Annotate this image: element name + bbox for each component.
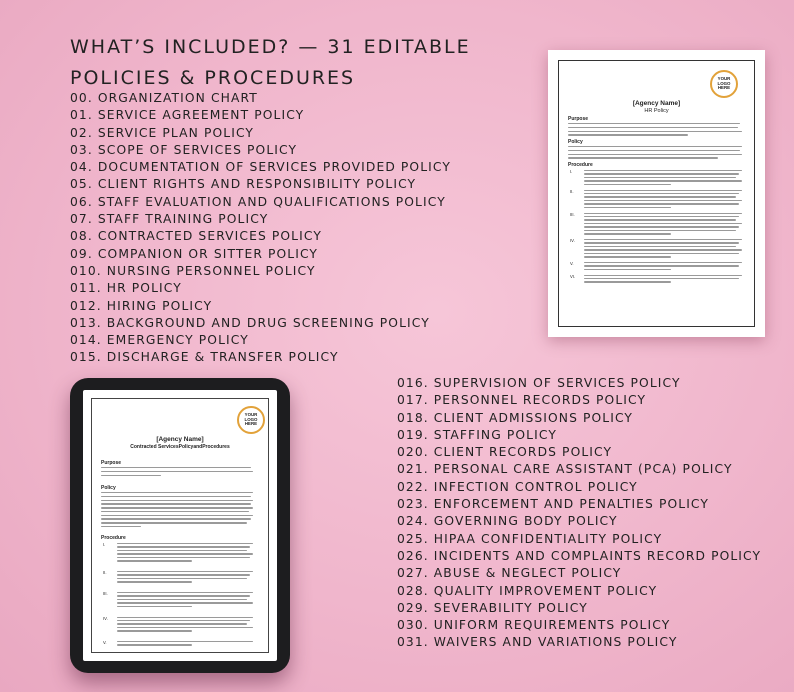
policy-item: 027. ABUSE & NEGLECT POLICY: [397, 566, 622, 581]
policy-item: 09. COMPANION OR SITTER POLICY: [70, 246, 319, 261]
document-agency-name: [Agency Name]: [632, 100, 681, 107]
logo-word-2: LOGO: [244, 416, 258, 422]
document-subtitle: Contracted ServicesPolicyandProcedures: [130, 444, 230, 450]
policy-item: 04. DOCUMENTATION OF SERVICES PROVIDED POLICY: [70, 160, 451, 175]
procedure-numeral: V.: [103, 640, 107, 645]
policy-item: 02. SERVICE PLAN POLICY: [70, 125, 255, 140]
policy-item: 03. SCOPE OF SERVICES POLICY: [70, 142, 298, 157]
purpose-heading: Purpose: [568, 116, 589, 122]
policy-text-lines: [568, 146, 742, 159]
policy-item: 017. PERSONNEL RECORDS POLICY: [397, 393, 647, 408]
procedure-numeral: V.: [570, 261, 574, 266]
policy-item: 021. PERSONAL CARE ASSISTANT (PCA) POLICY: [397, 462, 733, 477]
procedure-text-lines: [117, 641, 253, 648]
headline-line-2: POLICIES & PROCEDURES: [70, 67, 356, 89]
policy-item: 024. GOVERNING BODY POLICY: [397, 514, 618, 529]
logo-word-1: YOUR: [717, 76, 731, 82]
policy-text-lines: [101, 492, 253, 527]
policy-item: 00. ORGANIZATION CHART: [70, 91, 258, 105]
procedure-text-lines: [117, 592, 253, 609]
tablet-screen: [83, 390, 277, 661]
hr-policy-document-preview: [548, 50, 765, 337]
policy-item: 031. WAIVERS AND VARIATIONS POLICY: [397, 635, 678, 650]
policy-heading: Policy: [101, 485, 116, 491]
document-agency-name: [Agency Name]: [156, 436, 204, 443]
logo-word-2: LOGO: [717, 80, 731, 86]
policy-item: 05. CLIENT RIGHTS AND RESPONSIBILITY POLICY: [70, 177, 417, 192]
procedure-numeral: IV.: [103, 615, 108, 621]
procedure-text-lines: [584, 262, 742, 272]
policy-item: 026. INCIDENTS AND COMPLAINTS RECORD POLICY: [397, 548, 762, 563]
logo-placeholder-icon: [710, 70, 738, 98]
procedure-text-lines: [584, 190, 742, 211]
policy-list-left: [70, 90, 451, 367]
policy-item: 011. HR POLICY: [70, 281, 182, 296]
purpose-text-lines: [101, 467, 253, 476]
policy-item: 016. SUPERVISION OF SERVICES POLICY: [397, 376, 681, 390]
procedure-numeral: II.: [103, 570, 107, 575]
policy-item: 014. EMERGENCY POLICY: [70, 333, 249, 348]
procedure-text-lines: [584, 239, 742, 260]
tablet-device: [70, 378, 290, 673]
logo-word-3: HERE: [244, 421, 258, 427]
purpose-text-lines: [568, 123, 742, 136]
policy-item: 029. SEVERABILITY POLICY: [397, 600, 588, 615]
policy-item: 019. STAFFING POLICY: [397, 427, 557, 442]
policy-item: 06. STAFF EVALUATION AND QUALIFICATIONS POLICY: [70, 194, 446, 209]
procedure-text-lines: [584, 170, 742, 187]
headline: [70, 32, 490, 94]
policy-item: 018. CLIENT ADMISSIONS POLICY: [397, 410, 634, 425]
purpose-heading: Purpose: [101, 460, 122, 466]
procedure-text-lines: [117, 617, 253, 634]
procedure-numeral: I.: [103, 542, 106, 547]
procedure-text-lines: [584, 213, 742, 237]
headline-line-1: WHAT’S INCLUDED? — 31 EDITABLE: [70, 36, 471, 58]
procedure-text-lines: [117, 543, 253, 564]
policy-item: 013. BACKGROUND AND DRUG SCREENING POLICY: [70, 315, 430, 330]
procedure-numeral: III.: [103, 591, 108, 596]
policy-item: 01. SERVICE AGREEMENT POLICY: [70, 108, 305, 123]
policy-item: 08. CONTRACTED SERVICES POLICY: [70, 229, 322, 244]
logo-word-1: YOUR: [244, 412, 258, 418]
document-subtitle: HR Policy: [644, 108, 669, 114]
procedure-numeral: IV.: [570, 238, 575, 243]
procedure-heading: Procedure: [101, 535, 126, 541]
procedure-heading: Procedure: [568, 162, 593, 168]
procedure-numeral: I.: [570, 169, 573, 174]
procedure-numeral: II.: [570, 188, 574, 194]
policy-item: 012. HIRING POLICY: [70, 298, 213, 313]
policy-item: 020. CLIENT RECORDS POLICY: [397, 445, 613, 460]
policy-item: 025. HIPAA CONFIDENTIALITY POLICY: [397, 531, 663, 546]
policy-item: 010. NURSING PERSONNEL POLICY: [70, 263, 316, 278]
policy-list-right: [397, 375, 761, 652]
policy-item: 028. QUALITY IMPROVEMENT POLICY: [397, 583, 658, 598]
policy-item: 015. DISCHARGE & TRANSFER POLICY: [70, 350, 339, 365]
logo-placeholder-icon: [237, 406, 265, 434]
procedure-text-lines: [117, 571, 253, 585]
procedure-text-lines: [584, 275, 742, 285]
policy-item: 030. UNIFORM REQUIREMENTS POLICY: [397, 618, 671, 633]
policy-item: 07. STAFF TRAINING POLICY: [70, 212, 269, 227]
procedure-numeral: VI.: [570, 273, 576, 279]
policy-item: 022. INFECTION CONTROL POLICY: [397, 479, 638, 494]
procedure-numeral: III.: [570, 211, 575, 217]
policy-heading: Policy: [568, 139, 583, 145]
policy-item: 023. ENFORCEMENT AND PENALTIES POLICY: [397, 497, 710, 512]
logo-word-3: HERE: [717, 85, 731, 91]
